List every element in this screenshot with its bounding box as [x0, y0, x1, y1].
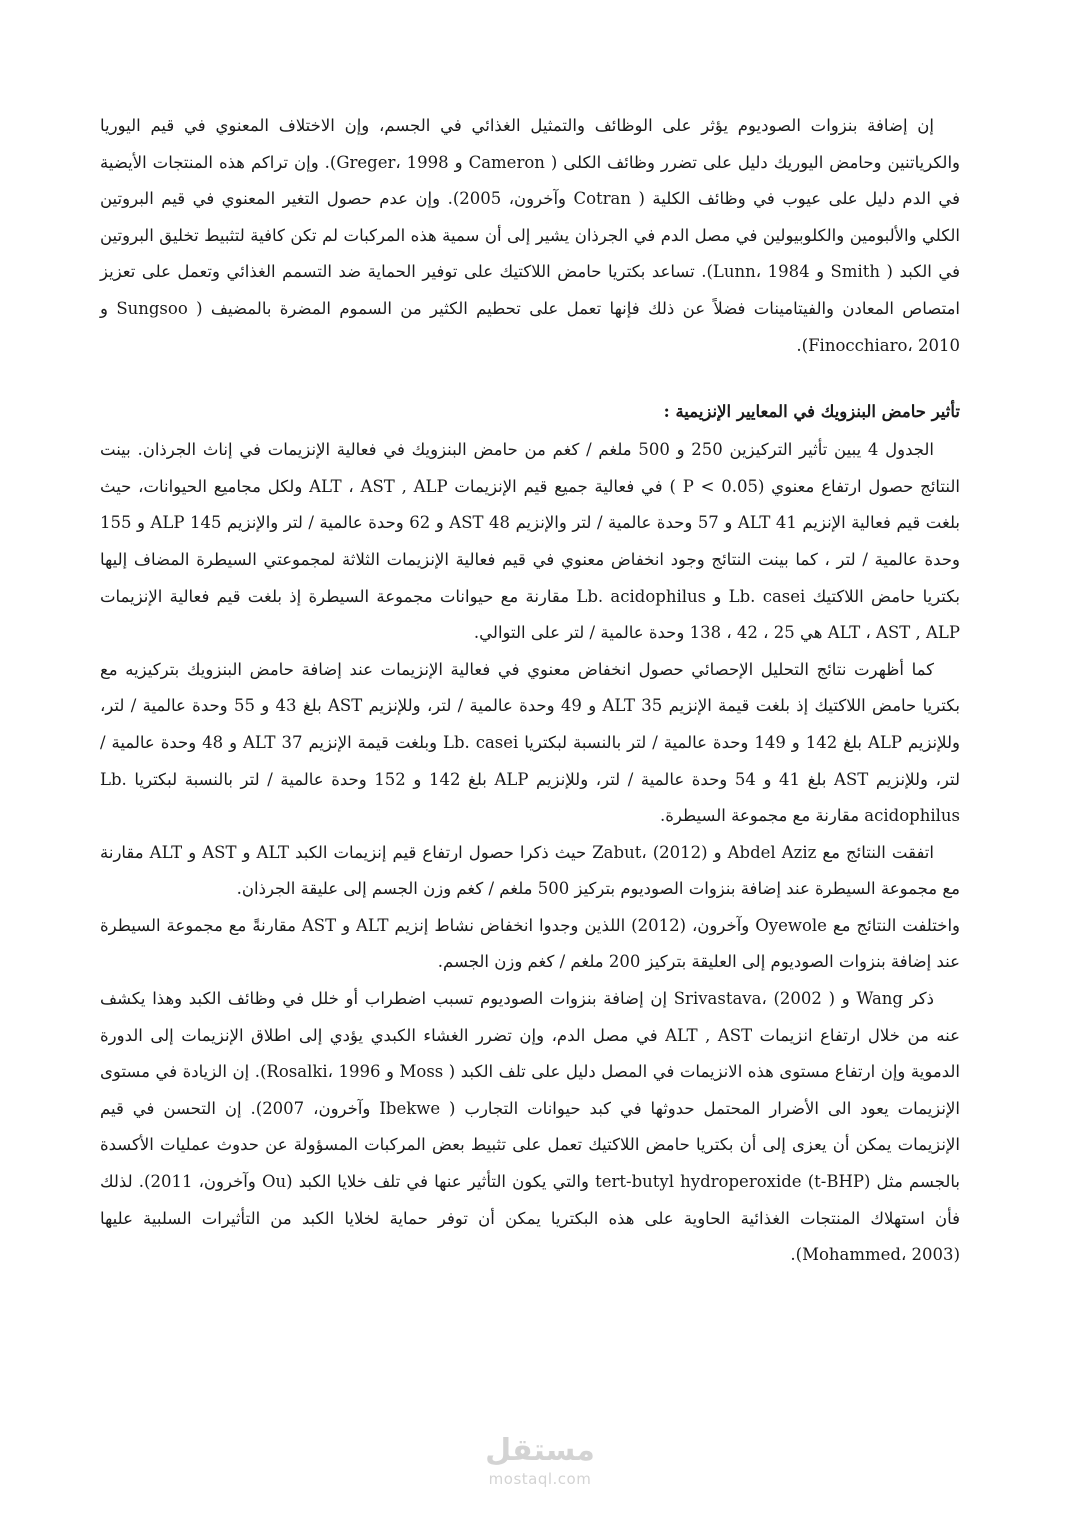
paragraph-disagreement: واختلفت النتائج مع Oyewole وآخرون، (2012) اللذين وجدوا انخفاض نشاط إنزيم ALT و AST مقارنةً مع مجموعة السيطرة عند إضافة بنزوات الصوديوم إلى العليقة بتركيز 200 ملغم / كغم وزن الجسم. [100, 915, 960, 972]
document-page [100, 108, 960, 1274]
mostaql-watermark [470, 1432, 610, 1488]
paragraph-liver-damage: ذكر Wang و Srivastava، (2002 ) إن إضافة بنزوات الصوديوم تسبب اضطراب أو خلل في وظائف الكبد وهذا يكشف عنه من خلال ارتفاع انزيمات ALT , AST في مصل الدم، وإن تضرر الغشاء الكبدي يؤدي إلى اطلاق الإنزيمات إلى الدورة الدموية وإن ارتفاع مستوى هذه الانزيمات في المصل دليل على تلف الكبد ( Moss و Rosalki، 1996). إن الزيادة في مستوى الإنزيمات يعود الى الأضرار المحتمل حدوثها في كبد حيوانات التجارب ( Ibekwe وآخرون، 2007). إن التحسن في قيم الإنزيمات يمكن أن يعزى إلى أن بكتريا حامض اللاكتيك تعمل على تثبيط بعض المركبات المسؤولة عن حدوث عمليات الأكسدة بالجسم مثل tert-butyl hydroperoxide (t-BHP) والتي يكون التأثير عنها في تلف خلايا الكبد (Ou وآخرون، 2011). لذلك فأن استهلاك المنتجات الغذائية الحاوية على هذه البكتريا يمكن أن توفر حماية لخلايا الكبد من التأثيرات السلبية عليها (Mohammed، 2003). [100, 989, 960, 1265]
paragraph-statistical-analysis: كما أظهرت نتائج التحليل الإحصائي حصول انخفاض معنوي في فعالية الإنزيمات عند إضافة حامض البنزويك بتركيزيه مع بكتريا حامض اللاكتيك إذ بلغت قيمة الإنزيم ALT 35 و 49 وحدة عالمية / لتر، وللإنزيم AST بلغ 43 و 55 وحدة عالمية / لتر، وللإنزيم ALP بلغ 142 و 149 وحدة عالمية / لتر بالنسبة لبكتريا Lb. casei وبلغت قيمة الإنزيم ALT 37 و 48 وحدة عالمية / لتر، وللإنزيم AST بلغ 41 و 54 وحدة عالمية / لتر، وللإنزيم ALP بلغ 142 و 152 وحدة عالمية / لتر بالنسبة لبكتريا Lb. acidophilus مقارنة مع مجموعة السيطرة. [100, 659, 961, 826]
watermark-latin: mostaql.com [488, 1470, 592, 1488]
section-heading-enzymes: تأثير حامض البنزويك في المعايير الإنزيمية : [663, 402, 960, 422]
paragraph-table-4: الجدول 4 يبين تأثير التركيزين 250 و 500 ملغم / كغم من حامض البنزويك في فعالية الإنزيمات في إناث الجرذان. بينت النتائج حصول ارتفاع معنوي (P < 0.05 ) في فعالية جميع قيم الإنزيمات ALT ، AST , ALP ولكل مجاميع الحيوانات، حيث بلغت قيم فعالية الإنزيم ALT 41 و 57 وحدة عالمية / لتر والإنزيم AST 48 و 62 وحدة عالمية / لتر والإنزيم ALP 145 و 155 وحدة عالمية / لتر ، كما بينت النتائج وجود انخفاض معنوي في قيم فعالية الإنزيمات الثلاثة لمجموعتي السيطرة المضاف إليها بكتريا حامض اللاكتيك Lb. casei و Lb. acidophilus مقارنة مع حيوانات مجموعة السيطرة إذ بلغت قيم فعالية الإنزيمات ALT ، AST , ALP هي 25 ، 42 ، 138 وحدة عالمية / لتر على التوالي. [100, 440, 961, 643]
paragraph-kidney-function: إن إضافة بنزوات الصوديوم يؤثر على الوظائف والتمثيل الغذائي في الجسم، وإن الاختلاف المعنوي في قيم اليوريا والكرياتنين وحامض اليوريك دليل على تضرر وظائف الكلى ( Cameron و Greger، 1998). وإن تراكم هذه المنتجات الأيضية في الدم دليل على عيوب في وظائف الكلية ( Cotran وآخرون، 2005). وإن عدم حصول التغير المعنوي في قيم البروتين الكلي والألبومين والكلوبيولين في مصل الدم في الجرذان يشير إلى أن سمية هذه المركبات لم تكن كافية لتثبيط تخليق البروتين في الكبد ( Smith و Lunn، 1984). تساعد بكتريا حامض اللاكتيك على توفير الحماية ضد التسمم الغذائي وتعمل على تعزيز امتصاص المعادن والفيتامينات فضلاً عن ذلك فإنها تعمل على تحطيم الكثير من السموم المضرة بالمضيف ( Sungsoo و Finocchiaro، 2010). [100, 116, 961, 355]
watermark-arabic: مستقل [485, 1433, 595, 1468]
paragraph-agreement: اتفقت النتائج مع Abdel Aziz و Zabut، (2012) حيث ذكرا حصول ارتفاع قيم إنزيمات الكبد ALT و AST و ALT مقارنة مع مجموعة السيطرة عند إضافة بنزوات الصوديوم بتركيز 500 ملغم / كغم وزن الجسم إلى عليقة الجرذان. [100, 842, 960, 899]
